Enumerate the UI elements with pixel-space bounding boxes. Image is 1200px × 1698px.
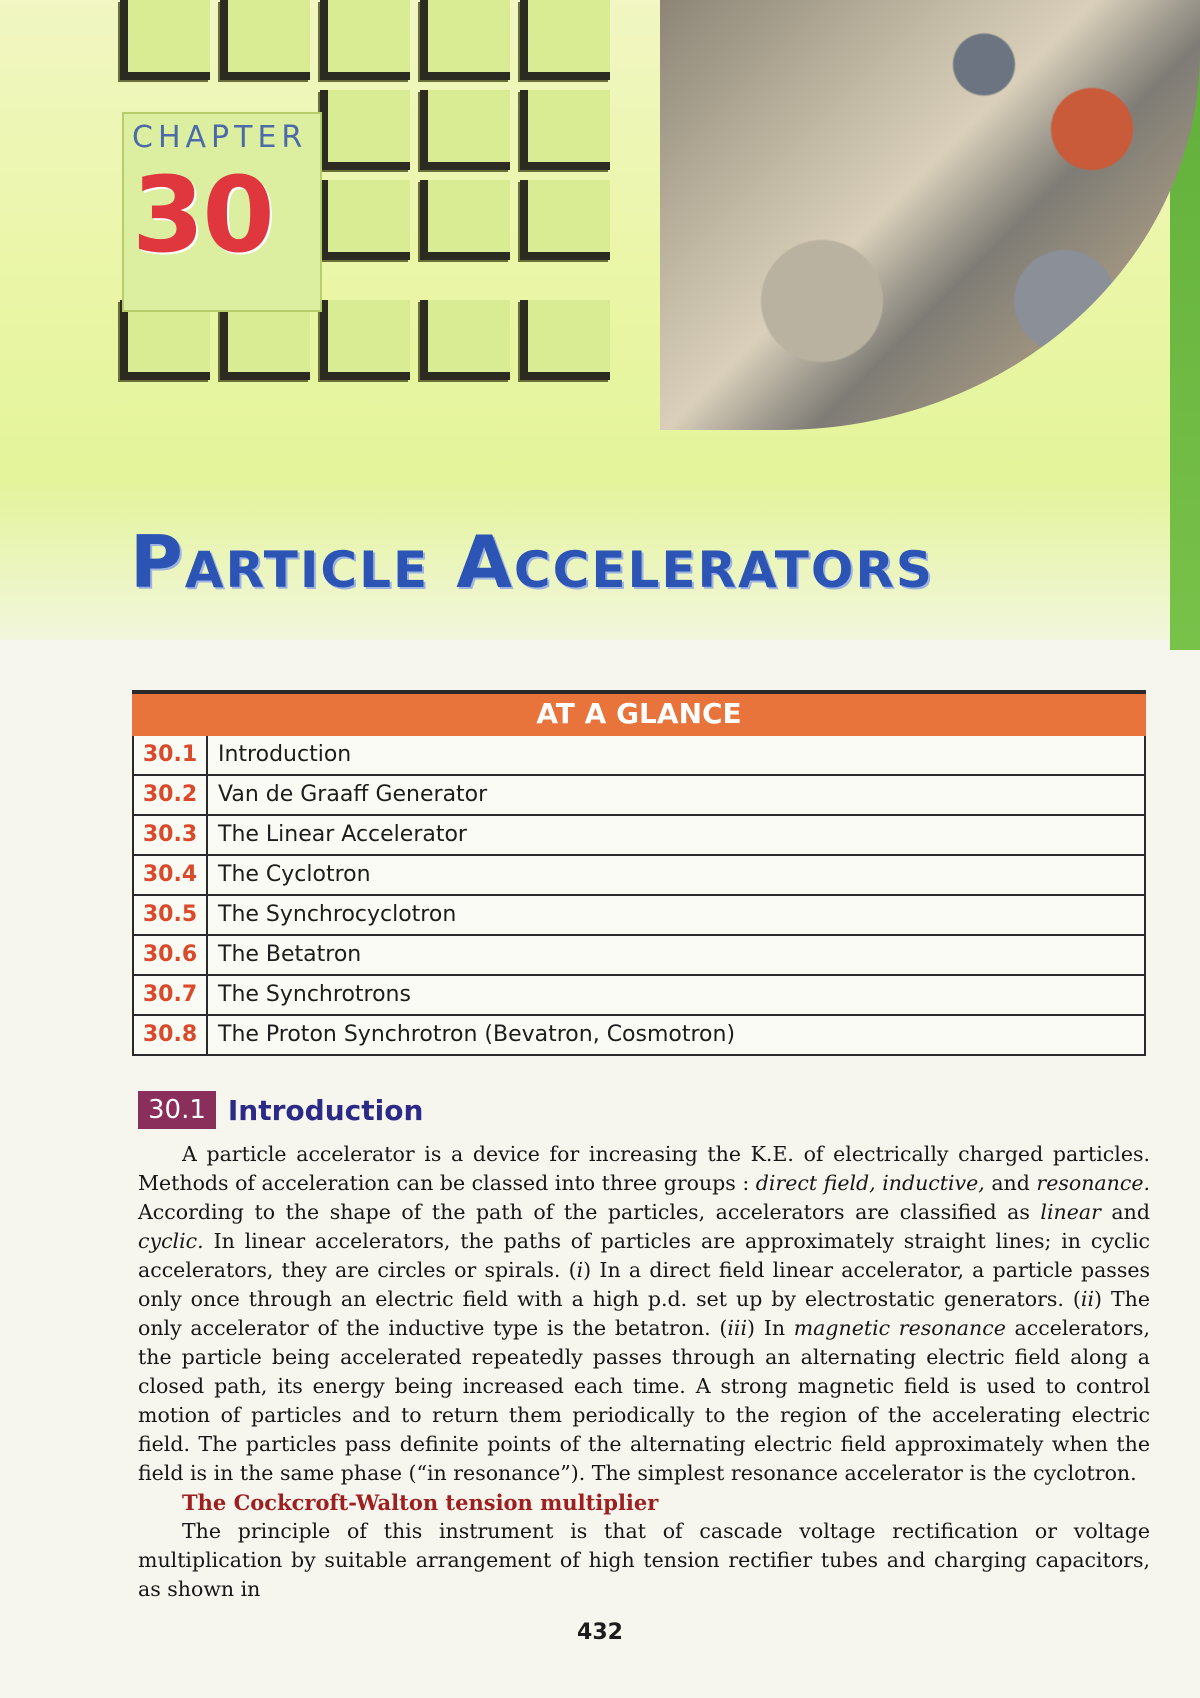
text-run: In linear accelerators, the paths of particles are approximately straight lines; in cyclic accelerators, they are circles or spirals. (	[138, 1229, 1150, 1282]
glance-row-title: The Synchrocyclotron	[218, 902, 457, 927]
glance-row	[134, 776, 1144, 816]
glance-row	[134, 936, 1144, 976]
chapter-badge	[122, 112, 322, 312]
glance-row-title: The Betatron	[218, 942, 362, 967]
text-run: ) In a direct field linear accelerator, a particle passes only once through an electric field with a high p.d. set up by electrostatic generators. (	[138, 1258, 1150, 1311]
emphasis-text: ii	[1080, 1287, 1095, 1311]
section-body	[138, 1140, 1150, 1604]
chapter-number: 30	[132, 154, 273, 276]
emphasis-text: cyclic.	[138, 1229, 204, 1253]
emphasis-text: direct field, inductive,	[755, 1171, 985, 1195]
glance-row-title: Van de Graaff Generator	[218, 782, 488, 807]
text-run: and	[984, 1171, 1037, 1195]
page-number: 432	[577, 1620, 623, 1645]
glance-row	[134, 1016, 1144, 1054]
section-title: Introduction	[227, 1093, 424, 1127]
glance-row-number: 30.2	[134, 776, 208, 814]
glance-row-number: 30.3	[134, 816, 208, 854]
glance-row-number: 30.1	[134, 736, 208, 774]
chapter-title: Particle Accelerators	[130, 520, 934, 604]
emphasis-text: iii	[727, 1316, 748, 1340]
cockcroft-paragraph: The principle of this instrument is that of cascade voltage rectification or voltage multiplication by suitable arrangement of high tension rectifier tubes and charging capacitors, as shown in	[138, 1519, 1150, 1601]
text-run: ) The only accelerator of the inductive type is the betatron. (	[138, 1287, 1150, 1340]
at-a-glance-heading: AT A GLANCE	[132, 690, 1146, 736]
glance-row-title: The Synchrotrons	[218, 982, 411, 1007]
text-run: ) In	[747, 1316, 794, 1340]
glance-row-number: 30.5	[134, 896, 208, 934]
glance-row	[134, 896, 1144, 936]
emphasis-text: resonance.	[1036, 1171, 1150, 1195]
glance-row-number: 30.4	[134, 856, 208, 894]
text-run: and	[1100, 1200, 1150, 1224]
glance-row-title: The Proton Synchrotron (Bevatron, Cosmotron)	[218, 1022, 736, 1047]
glance-row	[134, 736, 1144, 776]
text-run: According to the shape of the path of the particles, accelerators are classified as	[138, 1200, 1041, 1224]
glance-row	[134, 976, 1144, 1016]
glance-row-title: The Linear Accelerator	[218, 822, 467, 847]
glance-row-number: 30.7	[134, 976, 208, 1014]
section-number: 30.1	[138, 1091, 216, 1129]
section-heading	[138, 1090, 423, 1130]
emphasis-text: i	[576, 1258, 584, 1282]
glance-row-number: 30.6	[134, 936, 208, 974]
emphasis-text: magnetic resonance	[793, 1316, 1006, 1340]
chapter-label: CHAPTER	[132, 120, 308, 155]
glance-row	[134, 816, 1144, 856]
intro-paragraph	[138, 1140, 1150, 1488]
at-a-glance-box	[132, 690, 1146, 1056]
glance-row-title: The Cyclotron	[218, 862, 371, 887]
glance-row-title: Introduction	[218, 742, 352, 767]
text-run: A particle accelerator is a device for increasing the K.E. of electrically charged particles. Methods of acceleration can be classed into three groups :	[138, 1142, 1150, 1195]
text-run: accelerators, the particle being accelerated repeatedly passes through an alternating electric field along a closed path, its energy being increased each time. A strong magnetic field is used to control motion of particles and to return them periodically to the region of the accelerating electric field. The particles pass definite points of the alternating electric field approximately when the field is in the same phase (“in resonance”). The simplest resonance accelerator is the cyclotron.	[138, 1316, 1150, 1485]
glance-row-number: 30.8	[134, 1016, 208, 1054]
at-a-glance-table	[132, 736, 1146, 1056]
subsection-heading: The Cockcroft-Walton tension multiplier	[182, 1490, 659, 1515]
emphasis-text: linear	[1040, 1200, 1101, 1224]
glance-row	[134, 856, 1144, 896]
